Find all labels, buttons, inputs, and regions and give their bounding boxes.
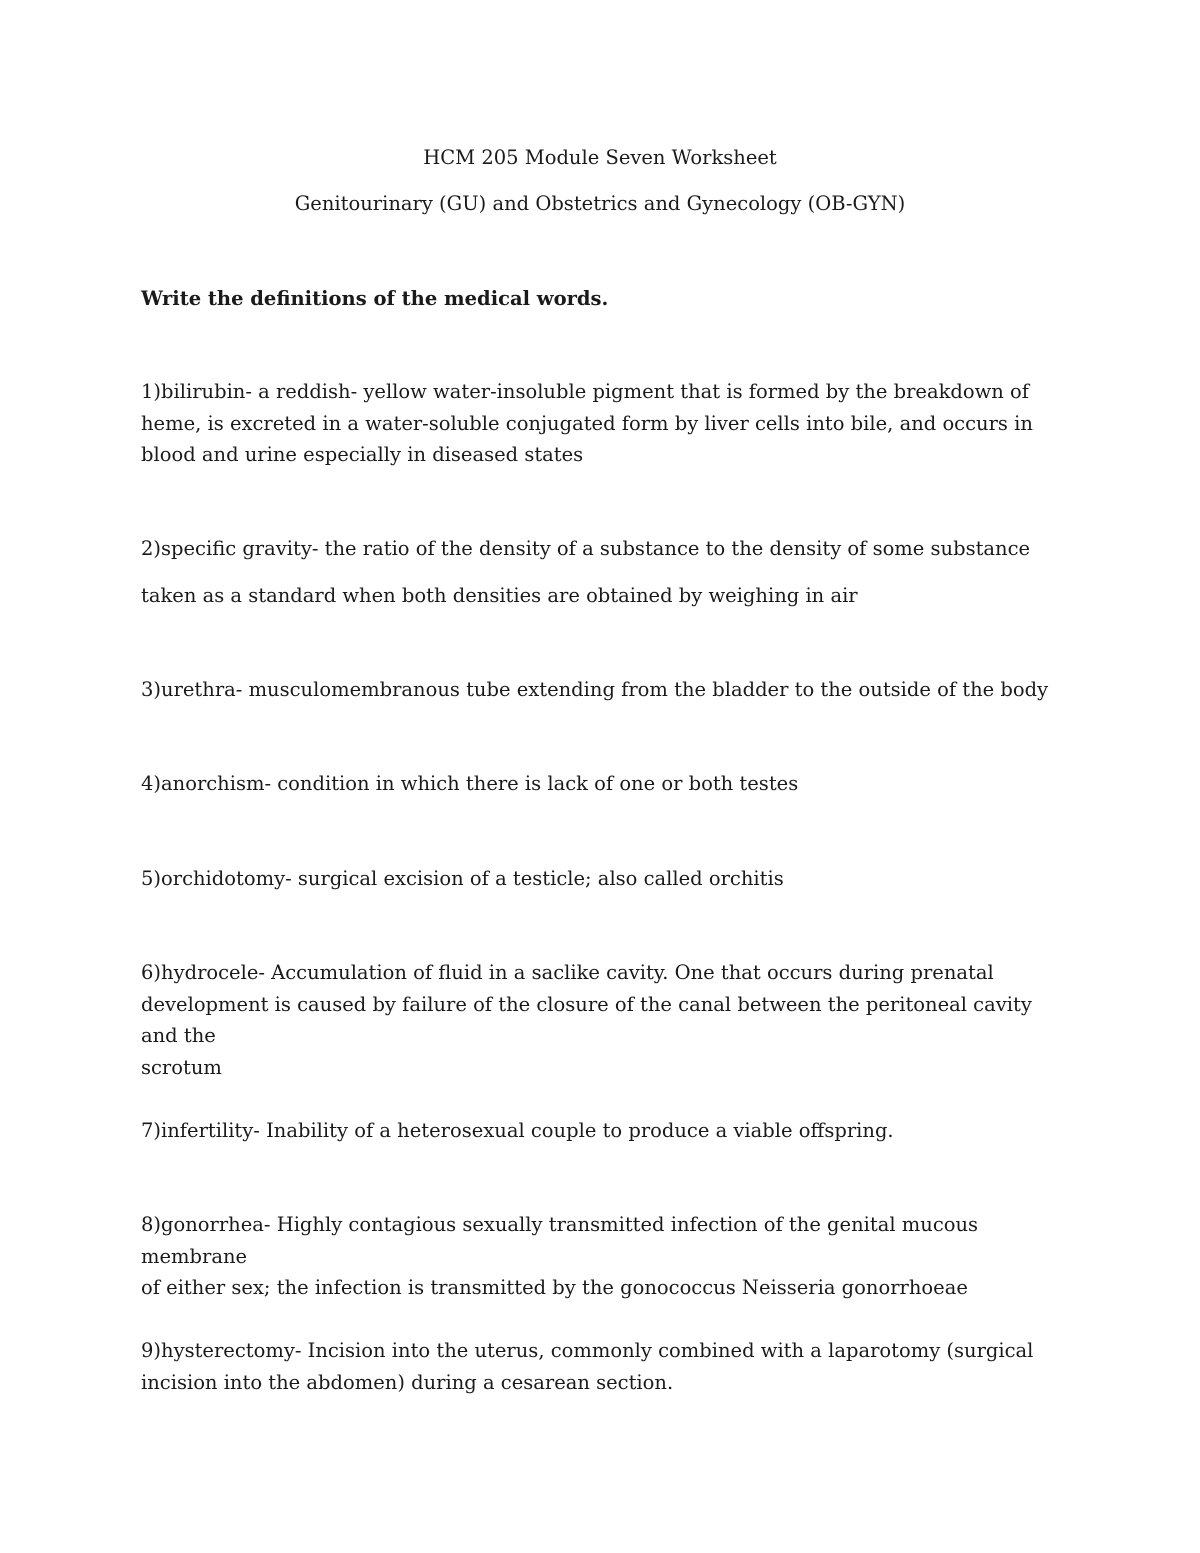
- definition-entry-2-line-1: 2)specific gravity- the ratio of the density of a substance to the density of some substance: [141, 537, 1031, 560]
- definition-entry-7: 7)infertility- Inability of a heterosexual couple to produce a viable offspring.: [141, 1119, 894, 1142]
- definition-entry-9: 9)hysterectomy- Incision into the uterus, commonly combined with a laparotomy (surgical incision into the abdomen) during a cesarean section.: [141, 1339, 1034, 1394]
- definition-entry-3: 3)urethra- musculomembranous tube extending from the bladder to the outside of the body: [141, 678, 1049, 701]
- document-subtitle: Genitourinary (GU) and Obstetrics and Gynecology (OB-GYN): [294, 192, 906, 215]
- document-title: HCM 205 Module Seven Worksheet: [423, 146, 777, 169]
- definition-entry-5: 5)orchidotomy- surgical excision of a testicle; also called orchitis: [141, 867, 784, 890]
- definition-entry-1: 1)bilirubin- a reddish- yellow water-insoluble pigment that is formed by the breakdown of heme, is excreted in a water-soluble conjugated form by liver cells into bile, and occurs in blood and urine especially in diseased states: [141, 380, 1033, 466]
- instructions-heading: Write the definitions of the medical words.: [141, 287, 609, 310]
- definition-entry-6: 6)hydrocele- Accumulation of fluid in a saclike cavity. One that occurs during prenatal development is caused by failure of the closure of the canal between the peritoneal cavity and the scrotum: [141, 961, 1032, 1079]
- definition-entry-2-line-2: taken as a standard when both densities are obtained by weighing in air: [141, 584, 858, 607]
- definition-entry-8: 8)gonorrhea- Highly contagious sexually transmitted infection of the genital mucous membrane of either sex; the infection is transmitted by the gonococcus Neisseria gonorrhoeae: [141, 1213, 979, 1299]
- definition-entry-4: 4)anorchism- condition in which there is lack of one or both testes: [141, 772, 799, 795]
